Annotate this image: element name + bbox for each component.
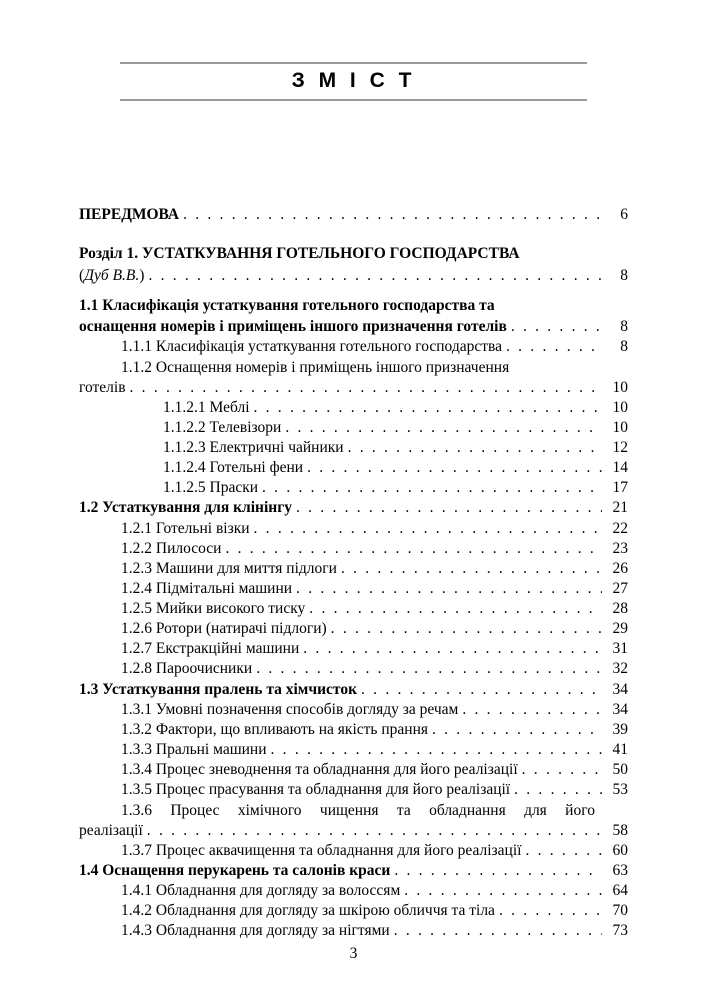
toc-entry-label: 1.4.2 Обладнання для догляду за шкірою обличчя та тіла bbox=[121, 902, 495, 919]
toc-section-title: Розділ 1. УСТАТКУВАННЯ ГОТЕЛЬНОГО ГОСПОДАРСТВА bbox=[79, 245, 520, 262]
toc-entry-label: 1.3.2 Фактори, що впливають на якість прання bbox=[121, 721, 428, 738]
toc-leader-dots bbox=[262, 478, 602, 498]
toc-entry-1-2-4[interactable] bbox=[121, 579, 628, 599]
toc-page-number: 27 bbox=[612, 580, 628, 597]
toc-entry-preface[interactable] bbox=[79, 205, 628, 225]
toc-entry-1-1-2-1[interactable] bbox=[163, 398, 628, 418]
toc-page-number: 26 bbox=[612, 560, 628, 577]
toc-page-number: 12 bbox=[612, 439, 628, 456]
toc-leader-dots bbox=[462, 700, 602, 720]
toc-page-number: 14 bbox=[612, 459, 628, 476]
toc-entry-label: 1.4.3 Обладнання для догляду за нігтями bbox=[121, 922, 390, 939]
toc-entry-1-1[interactable] bbox=[79, 317, 628, 337]
toc-page-number: 41 bbox=[612, 741, 628, 758]
toc-entry-1-1-2-2[interactable] bbox=[163, 418, 628, 438]
toc-leader-dots bbox=[307, 458, 602, 478]
toc-entry-label: 1.2.6 Ротори (натирачі підлоги) bbox=[121, 620, 327, 637]
toc-page-number: 70 bbox=[612, 902, 628, 919]
toc-entry-1-4-3[interactable] bbox=[121, 921, 628, 941]
toc-leader-dots bbox=[506, 337, 602, 357]
toc-page-number: 10 bbox=[612, 419, 628, 436]
toc-leader-dots bbox=[148, 266, 602, 286]
toc-leader-dots bbox=[183, 205, 602, 225]
toc-page-number: 21 bbox=[612, 499, 628, 516]
toc-page-number: 63 bbox=[612, 862, 628, 879]
toc-leader-dots bbox=[271, 740, 602, 760]
toc-leader-dots bbox=[404, 881, 602, 901]
toc-leader-dots bbox=[522, 760, 602, 780]
toc-page-number: 73 bbox=[612, 922, 628, 939]
toc-entry-1-3-7[interactable] bbox=[121, 841, 628, 861]
toc-entry-label: 1.2 Устаткування для клінінгу bbox=[79, 499, 292, 516]
toc-page-number: 34 bbox=[612, 701, 628, 718]
toc-page-number: 22 bbox=[612, 520, 628, 537]
toc-leader-dots bbox=[225, 539, 602, 559]
toc-entry-1-1-2-line1: 1.1.2 Оснащення номерів і приміщень іншого призначення bbox=[121, 359, 510, 376]
toc-entry-label: реалізації bbox=[79, 822, 143, 839]
toc-entry-label: 1.1.2.5 Праски bbox=[163, 479, 259, 496]
toc-page-number: 8 bbox=[620, 318, 628, 335]
toc-entry-label: 1.3.3 Пральні машини bbox=[121, 741, 267, 758]
toc-entry-1-3-2[interactable] bbox=[121, 720, 628, 740]
toc-page-number: 6 bbox=[620, 206, 628, 223]
toc-leader-dots bbox=[511, 317, 602, 337]
toc-entry-label: оснащення номерів і приміщень іншого призначення готелів bbox=[79, 318, 507, 335]
toc-entry-1-1-line1: 1.1 Класифікація устаткування готельного господарства та bbox=[79, 297, 495, 314]
toc-page-number: 50 bbox=[612, 761, 628, 778]
toc-page-number: 53 bbox=[612, 781, 628, 798]
toc-leader-dots bbox=[514, 780, 602, 800]
toc-leader-dots bbox=[303, 639, 602, 659]
toc-leader-dots bbox=[525, 841, 602, 861]
toc-page-number: 8 bbox=[620, 338, 628, 355]
toc-page-number: 64 bbox=[612, 882, 628, 899]
toc-entry-label: 1.1.2.1 Меблі bbox=[163, 399, 250, 416]
toc-entry-1-2-2[interactable] bbox=[121, 539, 628, 559]
toc-entry-label: 1.2.2 Пилососи bbox=[121, 540, 222, 557]
toc-entry-1-4-1[interactable] bbox=[121, 881, 628, 901]
toc-entry-1-3-5[interactable] bbox=[121, 780, 628, 800]
toc-page-number: 32 bbox=[612, 660, 628, 677]
toc-page-number: 58 bbox=[612, 822, 628, 839]
toc-leader-dots bbox=[341, 559, 602, 579]
toc-leader-dots bbox=[331, 619, 602, 639]
toc-entry-1-2-6[interactable] bbox=[121, 619, 628, 639]
toc-entry-label: 1.3.4 Процес зневоднення та обладнання для його реалізації bbox=[121, 761, 518, 778]
toc-entry-1-3-6-line1: 1.3.6 Процес хімічного чищення та обладнання для його bbox=[121, 802, 595, 819]
toc-entry-1-2-3[interactable] bbox=[121, 559, 628, 579]
toc-leader-dots bbox=[256, 659, 602, 679]
toc-page-number: 8 bbox=[620, 267, 628, 284]
toc-section-author: (Дуб В.В.) bbox=[79, 267, 145, 284]
toc-entry-label: 1.3.5 Процес прасування та обладнання для його реалізації bbox=[121, 781, 511, 798]
toc-entry-1-1-2[interactable] bbox=[79, 378, 628, 398]
toc-entry-label: 1.2.5 Мийки високого тиску bbox=[121, 600, 306, 617]
toc-leader-dots bbox=[296, 498, 602, 518]
toc-leader-dots bbox=[296, 579, 602, 599]
page-title: З М І С Т bbox=[291, 69, 416, 92]
toc-entry-label: 1.2.1 Готельні візки bbox=[121, 520, 250, 537]
toc-entry-1-4-2[interactable] bbox=[121, 901, 628, 921]
toc-entry-1-4[interactable] bbox=[79, 861, 628, 881]
toc-entry-1-2-7[interactable] bbox=[121, 639, 628, 659]
toc-page-number: 29 bbox=[612, 620, 628, 637]
toc-page-number: 28 bbox=[612, 600, 628, 617]
toc-entry-1-3[interactable] bbox=[79, 680, 628, 700]
toc-page-number: 10 bbox=[612, 379, 628, 396]
toc-page-number: 23 bbox=[612, 540, 628, 557]
toc-entry-label: 1.4 Оснащення перукарень та салонів краси bbox=[79, 862, 391, 879]
toc-entry-1-1-2-4[interactable] bbox=[163, 458, 628, 478]
toc-entry-1-1-2-3[interactable] bbox=[163, 438, 628, 458]
toc-leader-dots bbox=[285, 418, 602, 438]
toc-entry-label: 1.1.1 Класифікація устаткування готельного господарства bbox=[121, 338, 502, 355]
toc-leader-dots bbox=[309, 599, 602, 619]
toc-leader-dots bbox=[361, 680, 602, 700]
toc-leader-dots bbox=[432, 720, 602, 740]
toc-page-number: 39 bbox=[612, 721, 628, 738]
toc-entry-1-2[interactable] bbox=[79, 498, 628, 518]
toc-entry-label: 1.2.3 Машини для миття підлоги bbox=[121, 560, 337, 577]
page-number: 3 bbox=[349, 945, 358, 962]
toc-entry-label: 1.1.2.2 Телевізори bbox=[163, 419, 282, 436]
toc-entry-label: 1.1.2.3 Електричні чайники bbox=[163, 439, 344, 456]
toc-leader-dots bbox=[254, 519, 602, 539]
toc-entry-label: готелів bbox=[79, 379, 126, 396]
toc-page-number: 10 bbox=[612, 399, 628, 416]
toc-entry-1-2-1[interactable] bbox=[121, 519, 628, 539]
toc-entry-1-3-1[interactable] bbox=[121, 700, 628, 720]
toc-leader-dots bbox=[394, 861, 602, 881]
toc-entry-label: 1.3.1 Умовні позначення способів догляду за речам bbox=[121, 701, 459, 718]
toc-leader-dots bbox=[394, 921, 602, 941]
toc-entry-label: 1.3.7 Процес аквачищення та обладнання для його реалізації bbox=[121, 842, 522, 859]
toc-leader-dots bbox=[348, 438, 602, 458]
toc-entry-1-2-5[interactable] bbox=[121, 599, 628, 619]
toc-entry-section-1[interactable] bbox=[79, 266, 628, 286]
toc-page-number: 60 bbox=[612, 842, 628, 859]
toc-leader-dots bbox=[147, 821, 602, 841]
toc-entry-label: 1.2.8 Пароочисники bbox=[121, 660, 253, 677]
toc-page-number: 31 bbox=[612, 640, 628, 657]
toc-entry-label: 1.2.4 Підмітальні машини bbox=[121, 580, 293, 597]
toc-page-number: 17 bbox=[612, 479, 628, 496]
toc-entry-1-3-6[interactable] bbox=[79, 821, 628, 841]
toc-leader-dots bbox=[499, 901, 602, 921]
toc-entry-1-1-2-5[interactable] bbox=[163, 478, 628, 498]
toc-entry-1-1-1[interactable] bbox=[121, 337, 628, 357]
toc-entry-label: 1.1.2.4 Готельні фени bbox=[163, 459, 304, 476]
toc-leader-dots bbox=[130, 378, 602, 398]
toc-leader-dots bbox=[254, 398, 603, 418]
toc-page-number: 34 bbox=[612, 681, 628, 698]
toc-section-heading bbox=[79, 244, 628, 264]
toc-entry-1-3-4[interactable] bbox=[121, 760, 628, 780]
toc-entry-1-2-8[interactable] bbox=[121, 659, 628, 679]
toc-entry-label: 1.3 Устаткування пралень та хімчисток bbox=[79, 681, 358, 698]
toc-entry-label: 1.2.7 Екстракційні машини bbox=[121, 640, 300, 657]
toc-entry-label: 1.4.1 Обладнання для догляду за волоссям bbox=[121, 882, 401, 899]
toc-entry-label: ПЕРЕДМОВА bbox=[79, 206, 180, 223]
toc-entry-1-3-3[interactable] bbox=[121, 740, 628, 760]
